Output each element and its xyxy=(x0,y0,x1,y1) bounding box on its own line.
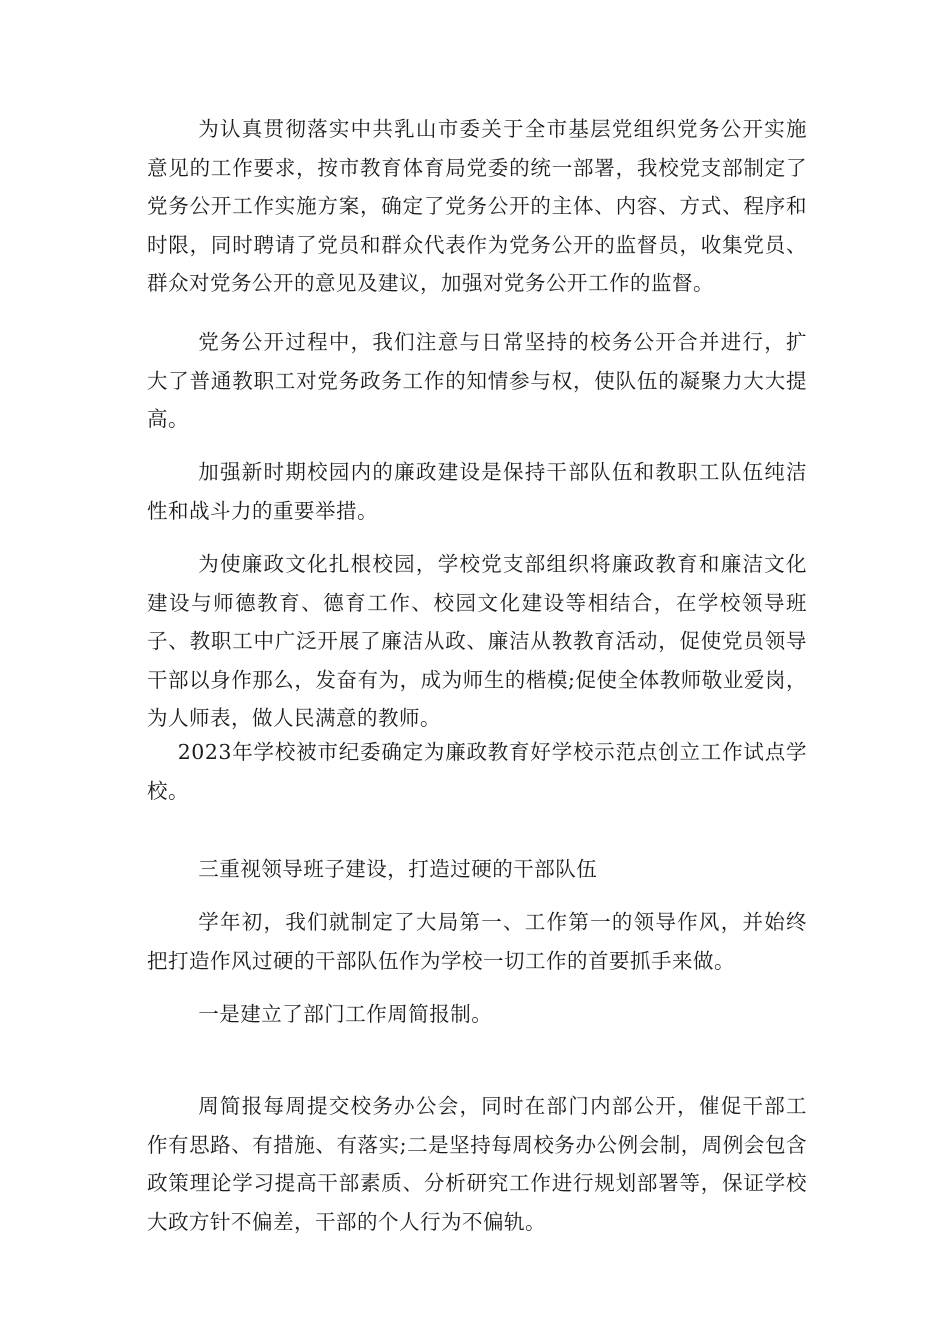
paragraph-integrity-building: 加强新时期校园内的廉政建设是保持干部队伍和教职工队伍纯洁性和战斗力的重要举措。 xyxy=(147,460,807,523)
paragraph-integrity-culture: 为使廉政文化扎根校园，学校党支部组织将廉政教育和廉洁文化建设与师德教育、德育工作、校园文化建设等相结合，在学校领导班子、教职工中广泛开展了廉洁从政、廉洁从教教育活动，促使党员领导干部以身作那么，发奋有为，成为师生的楷模;促使全体教师敬业爱岗，为人师表，做人民满意的教师。 xyxy=(147,552,807,730)
paragraph-weekly-briefing: 一是建立了部门工作周简报制。 xyxy=(198,1002,493,1026)
paragraph-party-affairs-disclosure: 为认真贯彻落实中共乳山市委关于全市基层党组织党务公开实施意见的工作要求，按市教育体育局党委的统一部署，我校党支部制定了党务公开工作实施方案，确定了党务公开的主体、内容、方式、程序和时限，同时聘请了党员和群众代表作为党务公开的监督员，收集党员、群众对党务公开的意见及建议，加强对党务公开工作的监督。 xyxy=(147,117,807,295)
paragraph-pilot-school: 2023年学校被市纪委确定为廉政教育好学校示范点创立工作试点学校。 xyxy=(147,740,807,803)
paragraph-disclosure-process: 党务公开过程中，我们注意与日常坚持的校务公开合并进行，扩大了普通教职工对党务政务工作的知情参与权，使队伍的凝聚力大大提高。 xyxy=(147,330,807,431)
paragraph-weekly-meeting: 周简报每周提交校务办公会，同时在部门内部公开，催促干部工作有思路、有措施、有落实;二是坚持每周校务办公例会制，周例会包含政策理论学习提高干部素质、分析研究工作进行规划部署等，保证学校大政方针不偏差，干部的个人行为不偏轨。 xyxy=(147,1094,807,1234)
section-heading-leadership: 三重视领导班子建设，打造过硬的干部队伍 xyxy=(198,857,598,881)
paragraph-leadership-style: 学年初，我们就制定了大局第一、工作第一的领导作风，并始终把打造作风过硬的干部队伍作为学校一切工作的首要抓手来做。 xyxy=(147,910,807,973)
